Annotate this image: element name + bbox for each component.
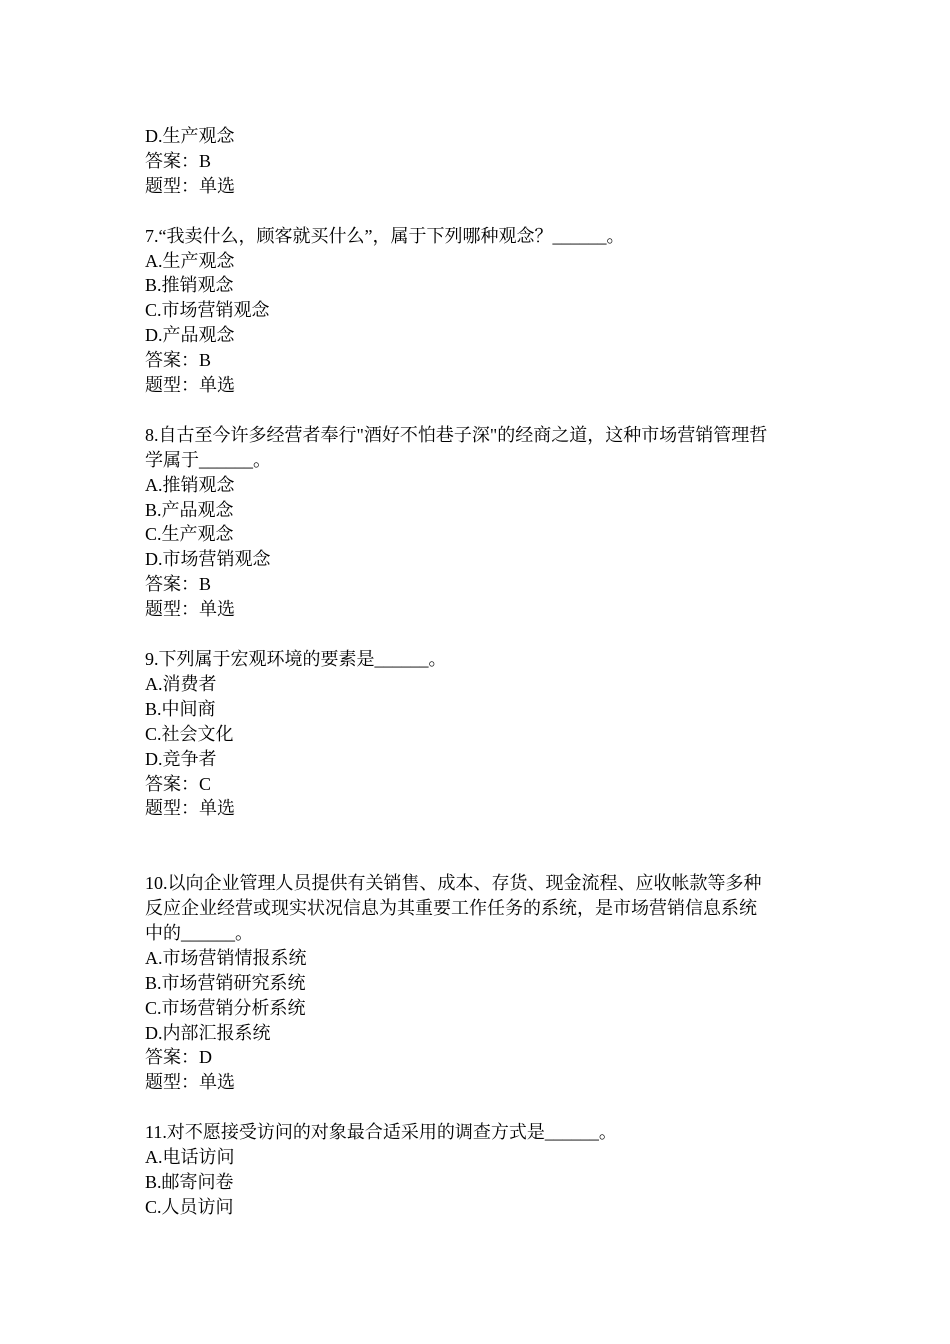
question-stem: 7.“我卖什么，顾客就买什么”，属于下列哪种观念？______。 [145, 225, 625, 246]
question-type-line: 题型：单选 [145, 375, 235, 396]
spacer [145, 622, 815, 647]
question-type-line: 题型：单选 [145, 1072, 235, 1093]
question-stem-line-1: 8.自古至今许多经营者奉行"酒好不怕巷子深"的经商之道，这种市场营销管理哲 [145, 424, 768, 445]
option-c: C.市场营销分析系统 [145, 997, 306, 1018]
question-11 [145, 1120, 815, 1220]
option-a: A.电话访问 [145, 1147, 235, 1168]
option-c: C.社会文化 [145, 723, 234, 744]
option-c: C.生产观念 [145, 524, 234, 545]
spacer [145, 821, 815, 871]
option-a: A.消费者 [145, 673, 217, 694]
option-c: C.市场营销观念 [145, 300, 270, 321]
option-d: D.竞争者 [145, 748, 217, 769]
document-page [145, 124, 815, 1220]
option-a: A.推销观念 [145, 474, 235, 495]
question-stem-line-1: 10.以向企业管理人员提供有关销售、成本、存货、现金流程、应收帐款等多种 [145, 873, 762, 894]
option-b: B.邮寄问卷 [145, 1171, 234, 1192]
option-d: D.产品观念 [145, 325, 235, 346]
answer-line: 答案：B [145, 150, 212, 171]
question-8 [145, 423, 815, 622]
option-b: B.市场营销研究系统 [145, 972, 306, 993]
answer-line: 答案：B [145, 350, 212, 371]
question-stem-line-3: 中的______。 [145, 922, 253, 943]
question-type-line: 题型：单选 [145, 599, 235, 620]
spacer [145, 1095, 815, 1120]
question-7 [145, 224, 815, 398]
option-a: A.市场营销情报系统 [145, 947, 307, 968]
option-b: B.产品观念 [145, 499, 234, 520]
question-stem: 11.对不愿接受访问的对象最合适采用的调查方式是______。 [145, 1122, 617, 1143]
question-stem-line-2: 反应企业经营或现实状况信息为其重要工作任务的系统，是市场营销信息系统 [145, 898, 757, 919]
spacer [145, 199, 815, 224]
spacer [145, 398, 815, 423]
question-type-line: 题型：单选 [145, 175, 235, 196]
question-10 [145, 871, 815, 1095]
option-c: C.人员访问 [145, 1196, 234, 1217]
option-d: D.内部汇报系统 [145, 1022, 271, 1043]
option-b: B.推销观念 [145, 275, 234, 296]
question-stem: 9.下列属于宏观环境的要素是______。 [145, 648, 447, 669]
option-b: B.中间商 [145, 698, 216, 719]
option-d: D.生产观念 [145, 126, 235, 146]
answer-line: 答案：C [145, 773, 212, 794]
question-stem-line-2: 学属于______。 [145, 449, 271, 470]
answer-line: 答案：D [145, 1047, 212, 1068]
question-type-line: 题型：单选 [145, 798, 235, 819]
option-a: A.生产观念 [145, 250, 235, 271]
question-9 [145, 647, 815, 821]
answer-line: 答案：B [145, 574, 212, 595]
option-d: D.市场营销观念 [145, 549, 271, 570]
question-6-tail [145, 124, 815, 199]
